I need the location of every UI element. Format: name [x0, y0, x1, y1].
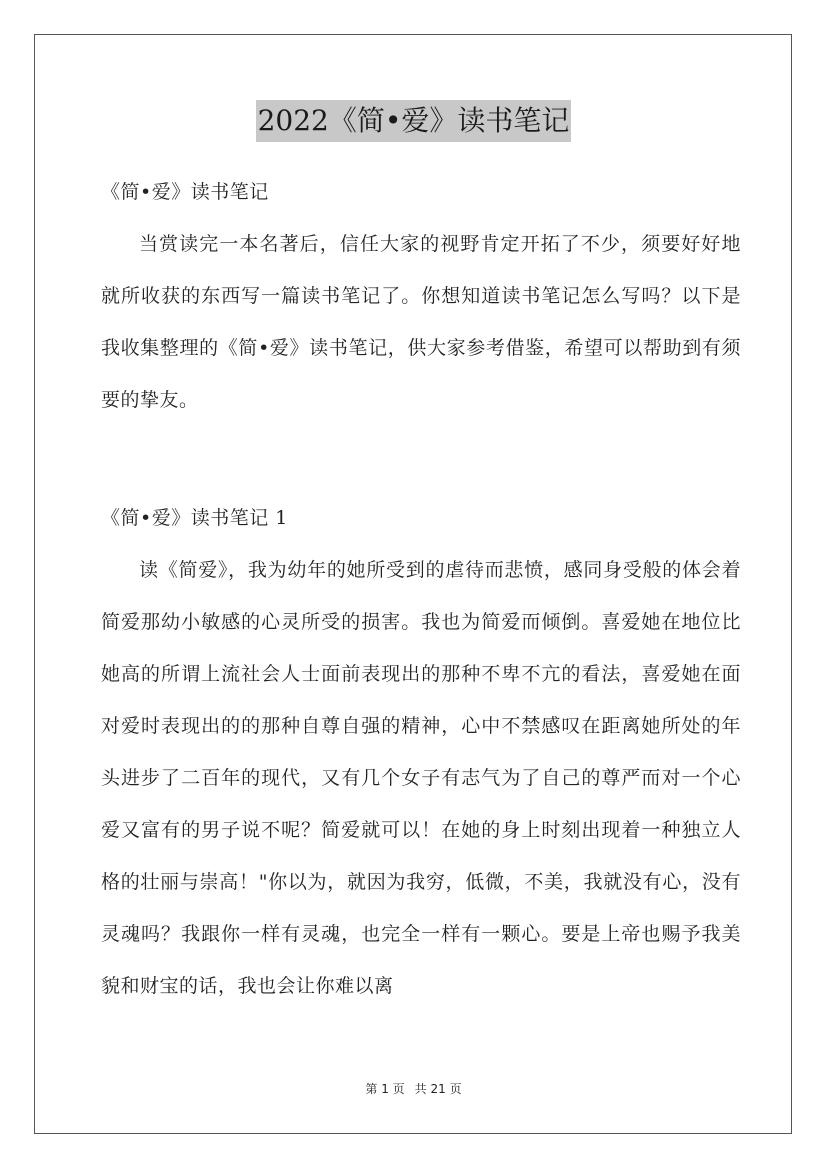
page-number: 第 1 页	[365, 1082, 405, 1096]
title-container	[0, 100, 827, 142]
section-heading: 《简•爱》读书笔记	[101, 181, 269, 203]
page-footer	[0, 1080, 827, 1097]
section-heading-1: 《简•爱》读书笔记 1	[101, 507, 288, 529]
document-title: 2022《简•爱》读书笔记	[256, 100, 572, 142]
body-paragraph: 读《简爱》，我为幼年的她所受到的虐待而悲愤，感同身受般的体会着简爱那幼小敏感的心灵所受的损害。我也为简爱而倾倒。喜爱她在地位比她高的所谓上流社会人士面前表现出的那种不卑不亢的看法，喜爱她在面对爱时表现出的的那种自尊自强的精神，心中不禁感叹在距离她所处的年头进步了二百年的现代，又有几个女子有志气为了自己的尊严而对一个心爱又富有的男子说不呢？简爱就可以！在她的身上时刻出现着一种独立人格的壮丽与崇高！"你以为，就因为我穷，低微，不美，我就没有心，没有灵魂吗？我跟你一样有灵魂，也完全一样有一颗心。要是上帝也赐予我美貌和财宝的话，我也会让你难以离	[101, 559, 741, 997]
intro-paragraph: 当赏读完一本名著后，信任大家的视野肯定开拓了不少，须要好好地就所收获的东西写一篇读书笔记了。你想知道读书笔记怎么写吗？以下是我收集整理的《简•爱》读书笔记，供大家参考借鉴，希望可以帮助到有须要的挚友。	[101, 233, 741, 411]
page-total: 共 21 页	[414, 1082, 462, 1096]
